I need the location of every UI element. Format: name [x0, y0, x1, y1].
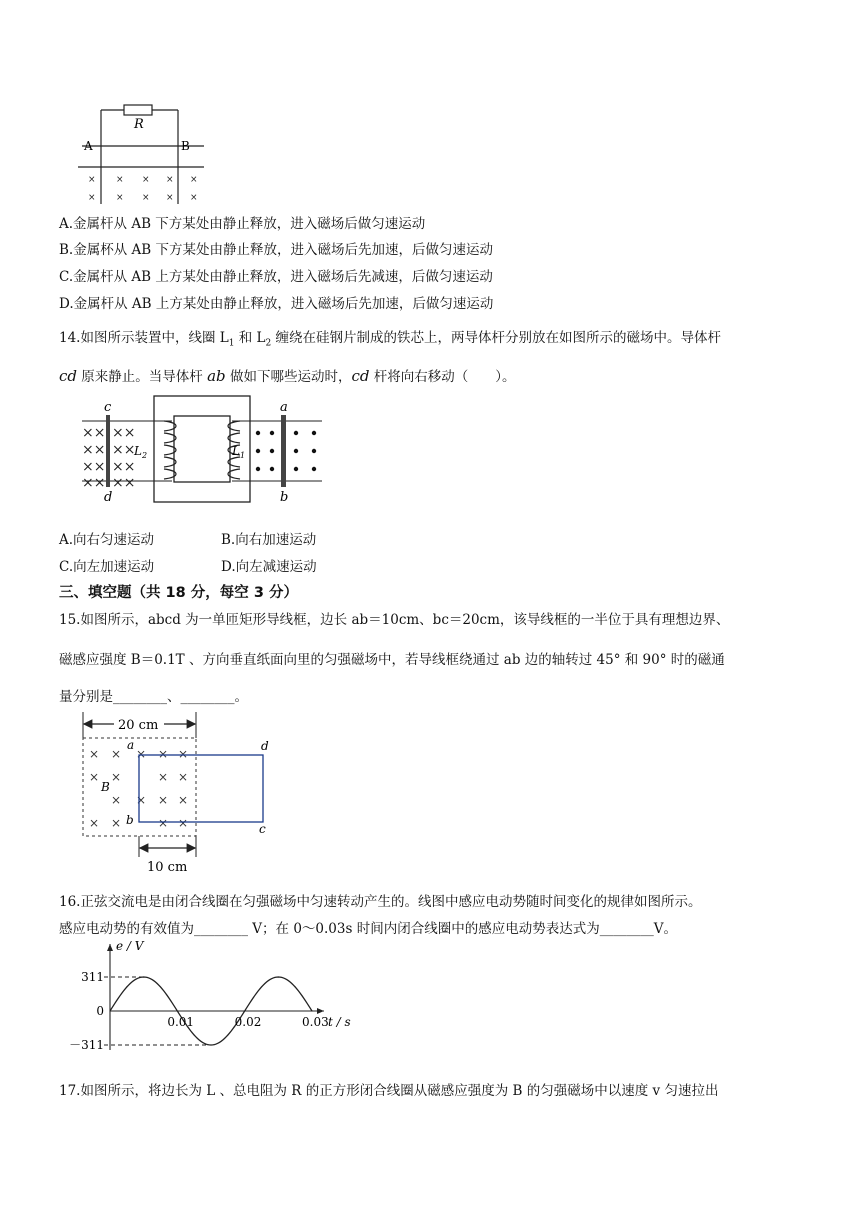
q14-transformer-figure — [82, 393, 322, 505]
label-l1: $L_1$ — [232, 444, 246, 460]
dim-10cm: 10 cm — [147, 860, 188, 875]
svg-text:×: × — [136, 747, 147, 761]
svg-text:×: × — [111, 816, 122, 830]
q16-line-1: 16.正弦交流电是由闭合线圈在匀强磁场中匀速转动产生的。线图中感应电动势随时间变化的规律如图所示。 — [59, 894, 702, 910]
label-c: c — [104, 400, 112, 415]
data-point — [227, 1034, 228, 1035]
data-point — [143, 976, 144, 977]
y-axis-arrow — [107, 944, 113, 951]
svg-text:×: × — [158, 793, 169, 807]
y-axis-label: e / V — [116, 940, 144, 953]
label-b14: b — [280, 490, 289, 505]
x-tick-label: 0.01 — [167, 1015, 195, 1029]
label-a: A — [84, 139, 93, 153]
data-point — [244, 1010, 245, 1011]
q13-option-d: D.金属杆从 AB 上方某处由静止释放，进入磁场后先加速，后做匀速运动 — [59, 296, 494, 312]
svg-text:×: × — [116, 175, 124, 185]
data-point — [261, 986, 262, 987]
y-tick-label: －311 — [69, 1038, 104, 1052]
svg-text:×: × — [116, 193, 124, 203]
data-point — [126, 986, 127, 987]
q14-option-a: A.向右匀速运动 — [59, 532, 155, 548]
q15-line-1: 15.如图所示，abcd 为一单匝矩形导线框，边长 ab＝10cm、bc＝20cm，该导线框的一半位于具有理想边界、 — [59, 612, 730, 628]
svg-text:×: × — [89, 770, 100, 784]
svg-text:××: ×× — [82, 475, 106, 491]
q15-line-3: 量分别是________、________。 — [59, 689, 248, 705]
svg-text:×: × — [88, 175, 96, 185]
q13-option-b: B.金属杯从 AB 下方某处由静止释放，进入磁场后先加速，后做匀速运动 — [59, 242, 493, 258]
q14-option-d: D.向左减速运动 — [221, 559, 317, 575]
svg-text:×: × — [89, 747, 100, 761]
section-3-heading: 三、填空题（共 18 分，每空 3 分） — [59, 585, 298, 601]
svg-text:×: × — [178, 816, 189, 830]
label-d: d — [104, 490, 113, 505]
svg-text:××: ×× — [112, 425, 136, 441]
label-a15: a — [127, 738, 135, 752]
svg-text:×: × — [111, 793, 122, 807]
q13-option-c: C.金属杆从 AB 上方某处由静止释放，进入磁场后先减速，后做匀速运动 — [59, 269, 493, 285]
x-axis-arrow — [317, 1008, 324, 1014]
label-a14: a — [280, 400, 288, 415]
svg-text:×: × — [166, 175, 174, 185]
q17-line-1: 17.如图所示，将边长为 L 、总电阻为 R 的正方形闭合线圈从磁感应强度为 B 的匀强磁场中以速度 v 匀速拉出 — [59, 1083, 719, 1099]
dim-20cm: 20 cm — [118, 718, 159, 733]
magnetic-field-crosses — [88, 175, 198, 203]
svg-text:××: ×× — [112, 475, 136, 491]
data-point — [194, 1034, 195, 1035]
data-point — [160, 986, 161, 987]
q16-line-2: 感应电动势的有效值为________ V；在 0～0.03s 时间内闭合线圈中的感应电动势表达式为________V。 — [59, 921, 677, 937]
svg-text:××: ×× — [82, 442, 106, 458]
svg-text:××: ×× — [112, 442, 136, 458]
svg-text:×: × — [142, 175, 150, 185]
label-B: B — [101, 780, 110, 794]
svg-text:×: × — [166, 193, 174, 203]
svg-text:×: × — [190, 193, 198, 203]
q14-option-c: C.向左加速运动 — [59, 559, 155, 575]
label-r: R — [134, 117, 144, 132]
data-point — [177, 1010, 178, 1011]
y-tick-label: 311 — [81, 970, 104, 984]
data-point — [295, 986, 296, 987]
svg-text:××: ×× — [82, 459, 106, 475]
svg-text:×: × — [158, 747, 169, 761]
svg-text:×: × — [89, 816, 100, 830]
svg-text:×: × — [111, 747, 122, 761]
svg-text:××: ×× — [82, 425, 106, 441]
x-axis-label: t / s — [328, 1015, 351, 1029]
svg-text:×: × — [178, 793, 189, 807]
data-point — [278, 976, 279, 977]
y-tick-label: 0 — [96, 1004, 104, 1018]
x-tick-label: 0.02 — [234, 1015, 262, 1029]
wire-frame-abcd — [139, 755, 263, 822]
svg-text:×: × — [158, 770, 169, 784]
rod-ab — [281, 415, 286, 487]
q15-line-2: 磁感应强度 B＝0.1T 、方向垂直纸面向里的匀强磁场中，若导线框绕通过 ab 边的轴转过 45° 和 90° 时的磁通 — [59, 652, 725, 668]
emf-sine-chart — [62, 940, 362, 1052]
svg-text:×: × — [136, 793, 147, 807]
label-c15: c — [259, 822, 266, 836]
svg-text:×: × — [111, 770, 122, 784]
svg-text:×: × — [190, 175, 198, 185]
svg-text:×: × — [178, 747, 189, 761]
svg-text:×: × — [88, 193, 96, 203]
svg-text:×: × — [178, 770, 189, 784]
rod-cd — [106, 415, 110, 487]
data-point — [109, 1010, 110, 1011]
x-tick-label: 0.03 — [302, 1015, 329, 1029]
svg-text:×: × — [142, 193, 150, 203]
label-b15: b — [126, 813, 134, 827]
q13-circuit-figure — [78, 100, 208, 204]
data-point — [311, 1010, 312, 1011]
svg-text:×: × — [158, 816, 169, 830]
label-l2: $L_2$ — [134, 444, 148, 460]
q15-frame-figure — [78, 712, 288, 876]
q14-line-1: 14.如图所示装置中，线圈 $L_1$ 和 $L_2$ 缠绕在硅钢片制成的铁芯上，两导体杆分别放在如图所示的磁场中。导体杆 — [59, 330, 722, 349]
label-d15: d — [261, 739, 269, 753]
resistor-r — [124, 105, 152, 115]
q14-line-2: cd 原来静止。当导体杆 ab 做如下哪些运动时，cd 杆将向右移动（ ）。 — [59, 367, 516, 385]
data-point — [210, 1044, 211, 1045]
q14-option-b: B.向右加速运动 — [221, 532, 317, 548]
label-b: B — [181, 139, 190, 153]
q13-option-a: A.金属杆从 AB 下方某处由静止释放，进入磁场后做匀速运动 — [59, 216, 426, 232]
svg-text:××: ×× — [112, 459, 136, 475]
